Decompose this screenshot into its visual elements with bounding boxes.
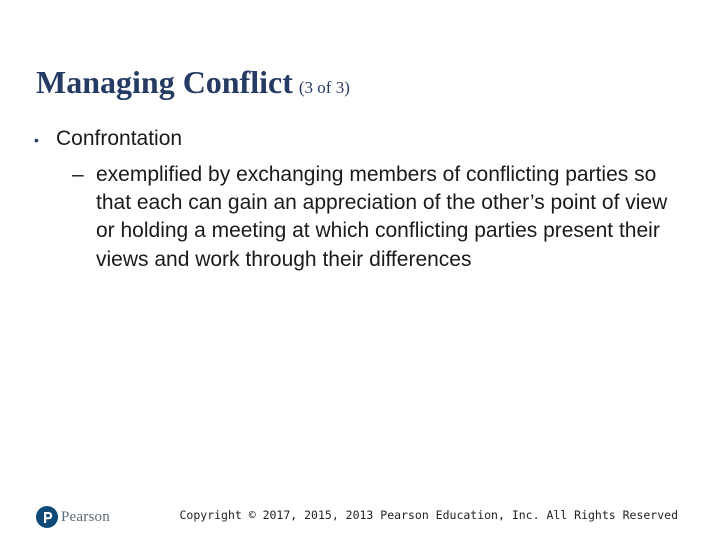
sub-bullet-text: exemplified by exchanging members of conflicting parties so that each can gain an appreciation of the other’s point of view or holding a meeting at which conflicting parties present their views and work through their differences (96, 163, 668, 271)
slide-title (36, 64, 350, 101)
title-text: Managing Conflict (36, 64, 293, 100)
bullet-label: Confrontation (56, 127, 183, 150)
sub-bullet-marker: – (72, 163, 84, 186)
copyright-notice: Copyright © 2017, 2015, 2013 Pearson Education, Inc. All Rights Reserved (179, 508, 678, 522)
pearson-logo-icon (36, 506, 58, 528)
sub-bullet-item (72, 161, 694, 274)
title-suffix: (3 of 3) (298, 78, 350, 97)
slide-body (34, 124, 694, 274)
pearson-logo-text: Pearson (61, 508, 110, 525)
pearson-logo (36, 506, 110, 528)
bullet-item (34, 124, 694, 155)
bullet-marker: • (34, 132, 39, 148)
